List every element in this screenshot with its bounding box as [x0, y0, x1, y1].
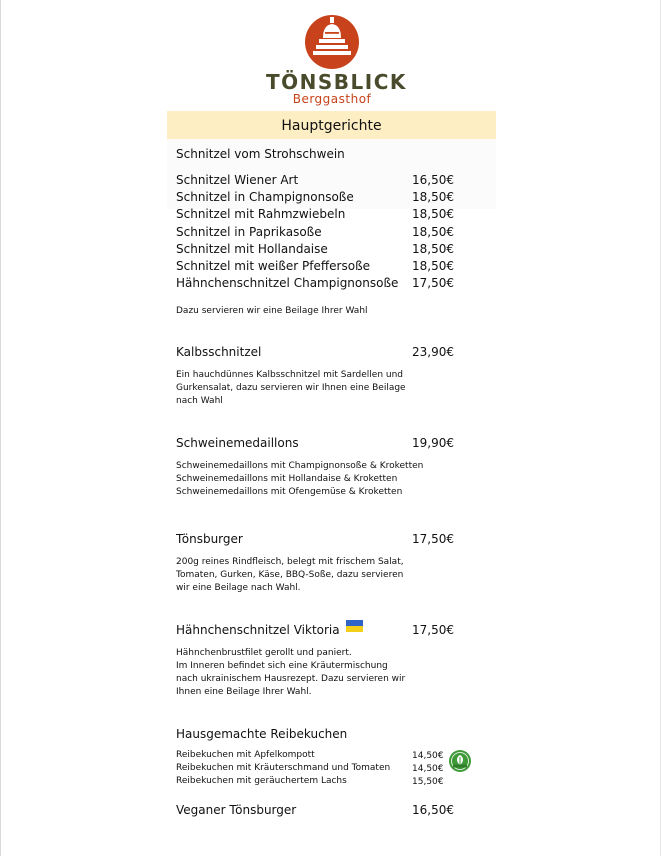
menu-item-price: 18,50€	[412, 225, 454, 239]
burger-name: Tönsburger	[176, 532, 243, 546]
medaillons-price: 19,90€	[412, 436, 454, 450]
viktoria-desc-line: Hähnchenbrustfilet gerollt und paniert.	[176, 648, 352, 658]
menu-item-name: Schnitzel mit Hollandaise	[176, 242, 328, 256]
brand-name: TÖNSBLICK	[266, 70, 407, 94]
viktoria-desc-line: Ihnen eine Beilage Ihrer Wahl.	[176, 687, 312, 697]
vegan-burger-price: 16,50€	[412, 803, 454, 817]
menu-item-name: Hähnchenschnitzel Champignonsoße	[176, 276, 399, 290]
tower-emblem-icon	[302, 12, 362, 72]
menu-item-price: 17,50€	[412, 276, 454, 290]
reibekuchen-item-name: Reibekuchen mit Apfelkompott	[176, 750, 315, 760]
kalbsschnitzel-desc-line: Ein hauchdünnes Kalbsschnitzel mit Sardellen und	[176, 370, 403, 380]
menu-item-name: Schnitzel in Champignonsoße	[176, 190, 354, 204]
kalbsschnitzel-name: Kalbsschnitzel	[176, 345, 262, 359]
kalbsschnitzel-desc-line: Gurkensalat, dazu servieren wir Ihnen eine Beilage	[176, 383, 406, 393]
burger-price: 17,50€	[412, 532, 454, 546]
medaillons-desc-line: Schweinemedaillons mit Hollandaise & Kroketten	[176, 474, 398, 484]
brand-subtitle: Berggasthof	[292, 92, 372, 106]
schnitzel-note: Dazu servieren wir eine Beilage Ihrer Wahl	[176, 306, 368, 316]
page-border-left	[0, 0, 1, 856]
menu-item-price: 18,50€	[412, 207, 454, 221]
reibekuchen-item-name: Reibekuchen mit Kräuterschmand und Tomaten	[176, 763, 391, 773]
kalbsschnitzel-desc-line: nach Wahl	[176, 396, 223, 406]
schnitzel-heading: Schnitzel vom Strohschwein	[176, 147, 345, 161]
vegetarian-leaf-icon	[448, 749, 472, 773]
burger-desc-line: wir eine Beilage nach Wahl.	[176, 583, 301, 593]
viktoria-price: 17,50€	[412, 623, 454, 637]
menu-item-name: Schnitzel mit weißer Pfeffersoße	[176, 259, 371, 273]
vegan-burger-name: Veganer Tönsburger	[176, 803, 297, 817]
medaillons-desc-line: Schweinemedaillons mit Ofengemüse & Kroketten	[176, 487, 403, 497]
section-title: Hauptgerichte	[167, 111, 496, 139]
reibekuchen-item-price: 14,50€	[412, 751, 444, 761]
reibekuchen-item-price: 15,50€	[412, 777, 444, 787]
menu-item-name: Schnitzel mit Rahmzwiebeln	[176, 207, 346, 221]
medaillons-name: Schweinemedaillons	[176, 436, 299, 450]
menu-item-price: 16,50€	[412, 173, 454, 187]
burger-desc-line: Tomaten, Gurken, Käse, BBQ-Soße, dazu servieren	[176, 570, 404, 580]
burger-desc-line: 200g reines Rindfleisch, belegt mit frischem Salat,	[176, 557, 404, 567]
menu-item-name: Schnitzel in Paprikasoße	[176, 225, 322, 239]
medaillons-desc-line: Schweinemedaillons mit Champignonsoße & Kroketten	[176, 461, 424, 471]
brand-logo	[266, 12, 407, 110]
reibekuchen-item-name: Reibekuchen mit geräuchertem Lachs	[176, 776, 347, 786]
viktoria-desc-line: Im Inneren befindet sich eine Kräutermischung	[176, 661, 388, 671]
reibekuchen-item-price: 14,50€	[412, 764, 444, 774]
menu-item-price: 18,50€	[412, 190, 454, 204]
reibekuchen-heading: Hausgemachte Reibekuchen	[176, 727, 348, 741]
viktoria-name: Hähnchenschnitzel Viktoria	[176, 623, 340, 637]
menu-item-price: 18,50€	[412, 242, 454, 256]
kalbsschnitzel-price: 23,90€	[412, 345, 454, 359]
ukraine-flag-icon	[346, 620, 363, 632]
menu-item-price: 18,50€	[412, 259, 454, 273]
menu-item-name: Schnitzel Wiener Art	[176, 173, 299, 187]
viktoria-desc-line: nach ukrainischem Hausrezept. Dazu servieren wir	[176, 674, 406, 684]
